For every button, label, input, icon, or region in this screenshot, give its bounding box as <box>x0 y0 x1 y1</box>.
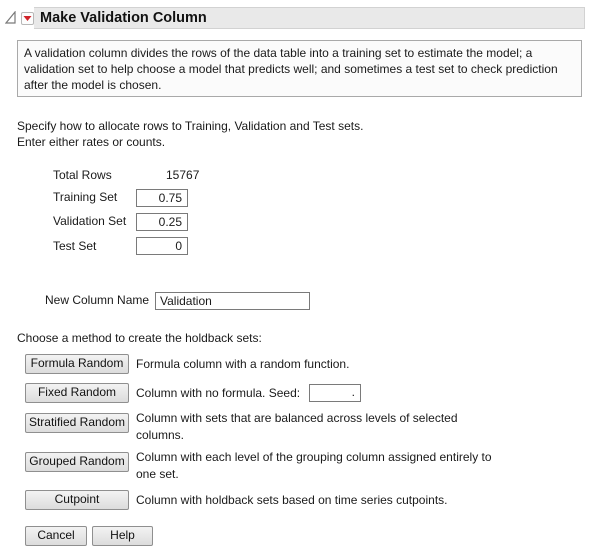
grouped-random-description-line-1: Column with each level of the grouping column assigned entirely to <box>136 450 492 464</box>
grouped-random-button[interactable]: Grouped Random <box>25 452 129 472</box>
window-title: Make Validation Column <box>40 10 207 26</box>
new-column-name-field[interactable]: Validation <box>155 292 310 310</box>
cutpoint-description: Column with holdback sets based on time series cutpoints. <box>136 493 448 507</box>
help-button[interactable]: Help <box>92 526 153 546</box>
methods-heading: Choose a method to create the holdback sets: <box>17 331 262 345</box>
outline-header <box>5 6 585 30</box>
test-set-label: Test Set <box>53 239 97 253</box>
new-column-name-label: New Column Name <box>45 293 150 307</box>
training-set-label: Training Set <box>53 190 118 204</box>
cancel-button[interactable]: Cancel <box>25 526 87 546</box>
total-rows-value: 15767 <box>166 168 200 182</box>
formula-random-description: Formula column with a random function. <box>136 357 350 371</box>
grouped-random-description-line-2: one set. <box>136 467 179 481</box>
training-set-field[interactable]: 0.75 <box>136 189 188 207</box>
total-rows-label: Total Rows <box>53 168 112 182</box>
fixed-random-button[interactable]: Fixed Random <box>25 383 129 403</box>
instructions-line-1: Specify how to allocate rows to Training, Validation and Test sets. <box>17 119 364 133</box>
description-box: A validation column divides the rows of the data table into a training set to estimate the model; a validation set to help choose a model that predicts well; and sometimes a test set to check prediction after the model is chosen. <box>17 40 582 97</box>
formula-random-button[interactable]: Formula Random <box>25 354 129 374</box>
fixed-random-description: Column with no formula. Seed: <box>136 386 301 400</box>
cutpoint-button[interactable]: Cutpoint <box>25 490 129 510</box>
validation-set-field[interactable]: 0.25 <box>136 213 188 231</box>
validation-set-label: Validation Set <box>53 214 127 228</box>
stratified-random-button[interactable]: Stratified Random <box>25 413 129 433</box>
disclosure-triangle-icon[interactable] <box>5 11 17 25</box>
seed-field[interactable]: . <box>309 384 361 402</box>
red-triangle-menu-button[interactable] <box>21 12 34 25</box>
stratified-random-description-line-2: columns. <box>136 428 185 442</box>
red-triangle-menu-icon <box>22 13 33 24</box>
test-set-field[interactable]: 0 <box>136 237 188 255</box>
instructions-line-2: Enter either rates or counts. <box>17 135 166 149</box>
stratified-random-description-line-1: Column with sets that are balanced across levels of selected <box>136 411 458 425</box>
